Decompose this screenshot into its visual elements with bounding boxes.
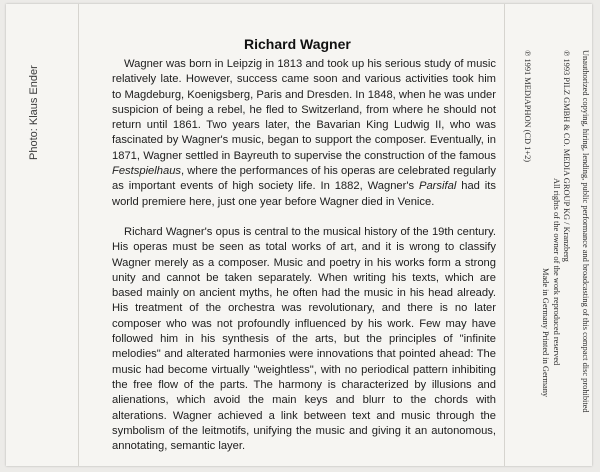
legal-line-3: All rights of the owner of the work reproduced reserved xyxy=(552,178,561,366)
legal-line-2: ℗ 1993 PILZ GMBH & CO. MEDIA GROUP KG / Kranzberg xyxy=(562,50,572,262)
paragraph-2: Richard Wagner's opus is central to the musical history of the 19th century. His operas must be seen as total works of art, and it is wrong to classify Wagner merely as a composer. Music and poetry in his works form a strong unity and cannot be taken separately. When writing his texts, which are based mainly on ancient myths, he often had the music in his head already. His treatment of the orchestra was revolutionary, and there is no later composer who was not profoundly influenced by his work. Few may have followed him in his synthesis of the arts, but the principles of "infinite melodies" and alterated harmonies were innovations that pointed ahead: The music had become virtually "weightless", with no periodical pattern inhibiting the free flow of the parts. The harmony is characterized by illusions and alienations, which avoid the main keys and blurr to the chords with alterations. Wagner achieved a link between text and music through the symbolism of the leitmotifs, unifying the music and giving it an autonomous, annotating, semantic layer. xyxy=(112,225,496,453)
paragraph-1-part-e: had its world premiere here, just one year before Wagner died in Venice. xyxy=(112,180,496,208)
paragraph-1-part-c: , where the performances of his operas are celebrated regularly as important events of high society life. In 1882, Wagner's xyxy=(112,165,496,193)
biography-text xyxy=(112,57,496,454)
photo-credit-text: Photo: Klaus Ender xyxy=(28,65,40,160)
paragraph-1-part-a: Wagner was born in Leipzig in 1813 and took up his serious study of music relatively late. However, success came soon and various activities took him to Magdeburg, Koenigsberg, Paris and Dresden. In 1848, when he was under suspicion of being a rebel, he fled to Switzerland, from where he should not return until 1861. Two years later, the Bavarian King Ludwig II, who was fascinated by Wagner's music, began to support the composer. Eventually, in 1871, Wagner settled in Bayreuth to supervise the construction of the famous xyxy=(112,58,496,162)
legal-line-1: Unauthorized copying, hiring, lending, public performance and broadcasting of this compact disc prohibited xyxy=(581,50,590,413)
parsifal-term: Parsifal xyxy=(419,180,457,193)
legal-line-4: Made in Germany Printed in Germany xyxy=(541,268,551,398)
legal-line-5: ℗ 1991 MEDIAPHON (CD 1+2) xyxy=(523,50,532,163)
paragraph-1 xyxy=(112,57,496,210)
photo-credit xyxy=(28,60,48,160)
fold-line-right xyxy=(504,4,505,466)
fold-line-left xyxy=(78,4,79,466)
legal-notice xyxy=(510,50,590,450)
festspielhaus-term: Festspielhaus xyxy=(112,165,182,178)
page-title: Richard Wagner xyxy=(244,36,351,52)
